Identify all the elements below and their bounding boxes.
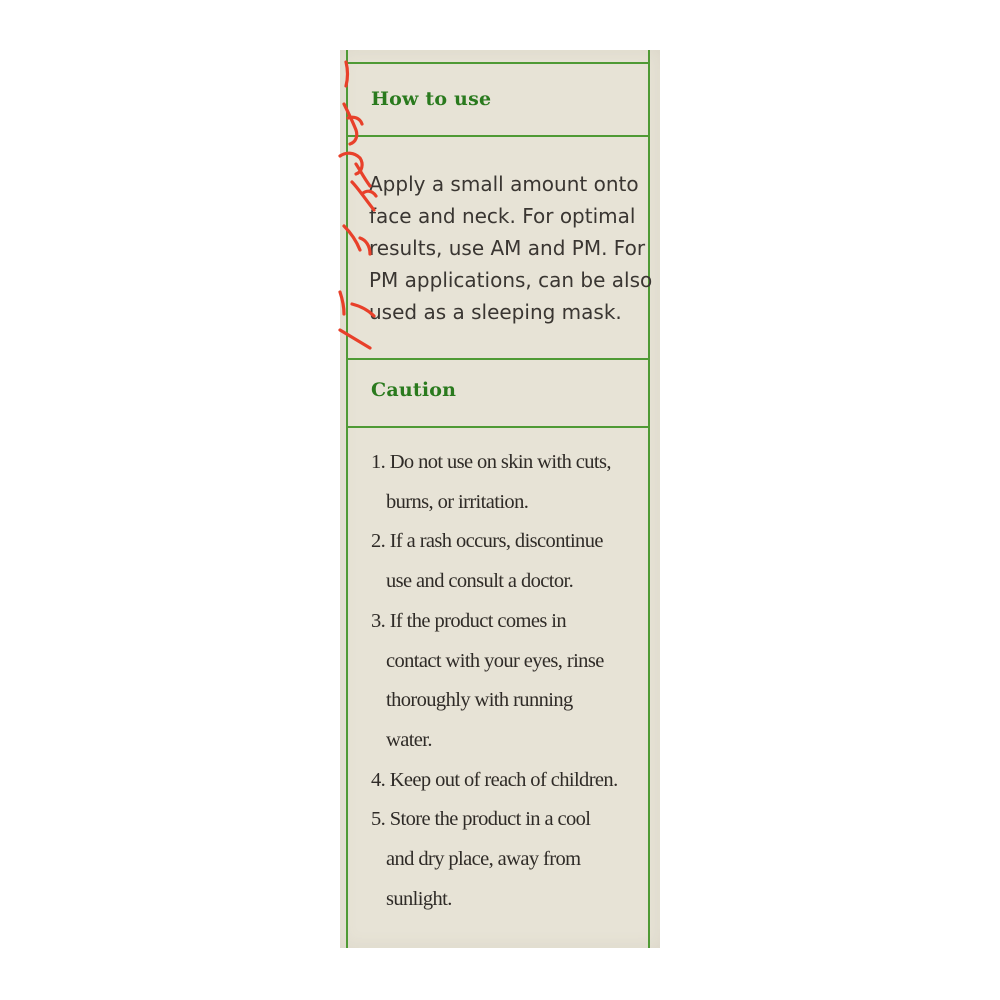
how-to-use-text [369, 168, 654, 328]
how-to-use-line: PM applications, can be also [369, 268, 653, 292]
how-to-use-line: Apply a small amount onto [369, 172, 639, 196]
label-divider-caution-header [346, 426, 650, 428]
caution-line: 5. Store the product in a cool [371, 808, 591, 831]
caution-line: use and consult a doctor. [386, 570, 574, 593]
caution-list [371, 443, 656, 919]
caution-line: burns, or irritation. [386, 490, 529, 513]
how-to-use-line: used as a sleeping mask. [369, 300, 622, 324]
caution-line: 2. If a rash occurs, discontinue [371, 530, 603, 553]
how-to-use-line: face and neck. For optimal [369, 204, 636, 228]
how-to-use-heading: How to use [371, 88, 492, 110]
caution-line: 1. Do not use on skin with cuts, [371, 451, 611, 473]
red-handwritten-marker-icon [326, 60, 396, 360]
caution-line: thoroughly with running [386, 689, 573, 712]
caution-line: water. [386, 728, 432, 751]
caution-line: sunlight. [386, 887, 452, 910]
caution-heading: Caution [371, 379, 457, 401]
caution-line: 4. Keep out of reach of children. [371, 768, 618, 791]
caution-line: 3. If the product comes in [371, 609, 567, 632]
caution-line: contact with your eyes, rinse [386, 649, 604, 672]
caution-line: and dry place, away from [386, 848, 581, 871]
how-to-use-line: results, use AM and PM. For [369, 236, 646, 260]
